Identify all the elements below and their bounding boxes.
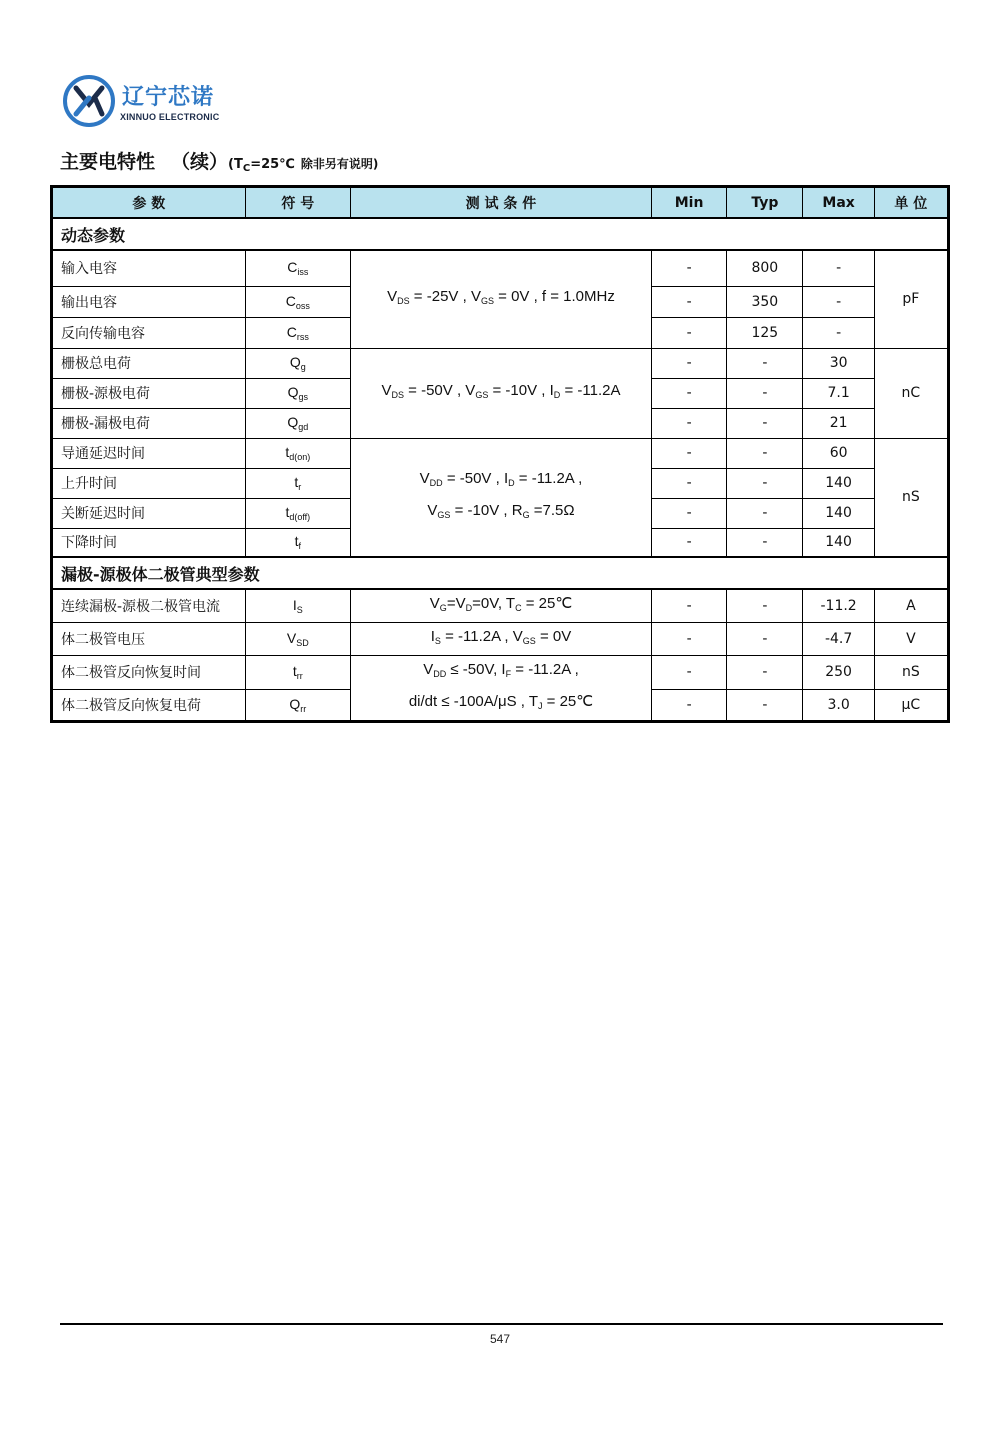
param-name: 栅极总电荷 (52, 348, 246, 378)
group-dynamic (52, 218, 949, 250)
param-name: 导通延迟时间 (52, 438, 246, 468)
value-min: - (651, 286, 726, 317)
value-typ: - (727, 498, 803, 528)
value-max: - (803, 317, 874, 348)
brand-name-cn: 辽宁芯诺 (122, 85, 215, 110)
value-unit: A (874, 589, 948, 623)
table-header-row (52, 187, 949, 219)
table-row (52, 589, 949, 623)
param-symbol: $C_{iss}$ (245, 250, 350, 286)
group-dynamic-label: 动态参数 (52, 218, 949, 250)
param-symbol: $t_{d(on)}$ (245, 438, 350, 468)
section-condition: ($T_C=25℃$ 除非另有说明) (228, 157, 379, 174)
page-number: 547 (489, 1332, 511, 1346)
value-max: 21 (803, 408, 874, 438)
unit-time: nS (874, 438, 948, 557)
param-symbol: $t_{rr}$ (245, 656, 350, 690)
value-min: - (651, 468, 726, 498)
header-param: 参 数 (52, 187, 246, 219)
value-typ: 350 (727, 286, 803, 317)
section-title-paren: （续） (171, 151, 229, 173)
test-condition-reverse-recovery: $V_{DD} \le -50V$, $I_F = -11.2A$ , di/dt ≤ -100A/μS , $T_J$ = 25℃ (350, 656, 651, 722)
electrical-characteristics-table (50, 185, 950, 723)
unit-charge: nC (874, 348, 948, 438)
value-typ: - (727, 689, 803, 721)
value-max: -4.7 (803, 623, 874, 656)
section-title-text: 主要电特性 (60, 151, 156, 173)
value-typ: - (727, 623, 803, 656)
value-min: - (651, 250, 726, 286)
value-min: - (651, 348, 726, 378)
value-typ: - (727, 348, 803, 378)
value-max: -11.2 (803, 589, 874, 623)
param-symbol: $C_{oss}$ (245, 286, 350, 317)
value-typ: - (727, 438, 803, 468)
value-max: 140 (803, 528, 874, 557)
header-typ: Typ (727, 187, 803, 219)
value-min: - (651, 589, 726, 623)
param-symbol: $Q_{gs}$ (245, 378, 350, 408)
value-unit: nS (874, 656, 948, 690)
value-max: 140 (803, 498, 874, 528)
param-name: 体二极管电压 (52, 623, 246, 656)
param-name: 关断延迟时间 (52, 498, 246, 528)
table-row (52, 438, 949, 468)
table-row (52, 250, 949, 286)
value-min: - (651, 656, 726, 690)
header-max: Max (803, 187, 874, 219)
value-typ: - (727, 656, 803, 690)
param-symbol: $Q_{gd}$ (245, 408, 350, 438)
value-typ: 800 (727, 250, 803, 286)
group-diode-label: 漏极-源极体二极管典型参数 (52, 557, 949, 589)
param-name: 输入电容 (52, 250, 246, 286)
value-min: - (651, 689, 726, 721)
value-min: - (651, 378, 726, 408)
param-symbol: $t_f$ (245, 528, 350, 557)
test-condition-capacitance: $V_{DS} = -25V$ , $V_{GS} = 0V$ , f = 1.0MHz (350, 250, 651, 348)
param-name: 上升时间 (52, 468, 246, 498)
value-max: 30 (803, 348, 874, 378)
value-max: - (803, 286, 874, 317)
test-condition-switching: $V_{DD} = -50V$ , $I_D = -11.2A$ , $V_{GS} = -10V$ , $R_G =7.5\Omega$ (350, 438, 651, 557)
param-name: 连续漏极-源极二极管电流 (52, 589, 246, 623)
header-symbol: 符 号 (245, 187, 350, 219)
param-symbol: $t_r$ (245, 468, 350, 498)
param-symbol: $Q_{rr}$ (245, 689, 350, 721)
value-max: - (803, 250, 874, 286)
test-condition-is: $V_G=V_D=0V$, $T_C$ = 25℃ (350, 589, 651, 623)
param-name: 栅极-漏极电荷 (52, 408, 246, 438)
xinnuo-logo-icon (62, 74, 116, 128)
value-typ: - (727, 528, 803, 557)
test-condition-gate-charge: $V_{DS} = -50V$ , $V_{GS} = -10V$ , $I_D = -11.2A$ (350, 348, 651, 438)
company-logo (62, 72, 232, 132)
value-unit: V (874, 623, 948, 656)
param-name: 体二极管反向恢复时间 (52, 656, 246, 690)
param-symbol: $t_{d(off)}$ (245, 498, 350, 528)
table-row (52, 348, 949, 378)
unit-capacitance: pF (874, 250, 948, 348)
value-max: 60 (803, 438, 874, 468)
table-row (52, 623, 949, 656)
param-symbol: $Q_g$ (245, 348, 350, 378)
param-name: 反向传输电容 (52, 317, 246, 348)
value-max: 3.0 (803, 689, 874, 721)
param-name: 输出电容 (52, 286, 246, 317)
header-unit: 单 位 (874, 187, 948, 219)
value-max: 140 (803, 468, 874, 498)
value-min: - (651, 498, 726, 528)
value-min: - (651, 317, 726, 348)
value-typ: - (727, 408, 803, 438)
section-title (60, 147, 378, 174)
header-min: Min (651, 187, 726, 219)
value-min: - (651, 408, 726, 438)
value-unit: μC (874, 689, 948, 721)
footer-divider (60, 1323, 943, 1325)
value-max: 7.1 (803, 378, 874, 408)
value-min: - (651, 528, 726, 557)
param-name: 体二极管反向恢复电荷 (52, 689, 246, 721)
value-max: 250 (803, 656, 874, 690)
value-typ: - (727, 589, 803, 623)
table-row (52, 656, 949, 690)
param-symbol: $V_{SD}$ (245, 623, 350, 656)
test-condition-vsd: $I_S = -11.2A$ , $V_{GS} = 0V$ (350, 623, 651, 656)
value-min: - (651, 438, 726, 468)
param-name: 栅极-源极电荷 (52, 378, 246, 408)
value-typ: 125 (727, 317, 803, 348)
brand-name-en: XINNUO ELECTRONIC (120, 112, 220, 122)
value-typ: - (727, 468, 803, 498)
group-diode (52, 557, 949, 589)
param-symbol: $I_S$ (245, 589, 350, 623)
param-name: 下降时间 (52, 528, 246, 557)
header-condition: 测 试 条 件 (350, 187, 651, 219)
param-symbol: $C_{rss}$ (245, 317, 350, 348)
value-typ: - (727, 378, 803, 408)
value-min: - (651, 623, 726, 656)
